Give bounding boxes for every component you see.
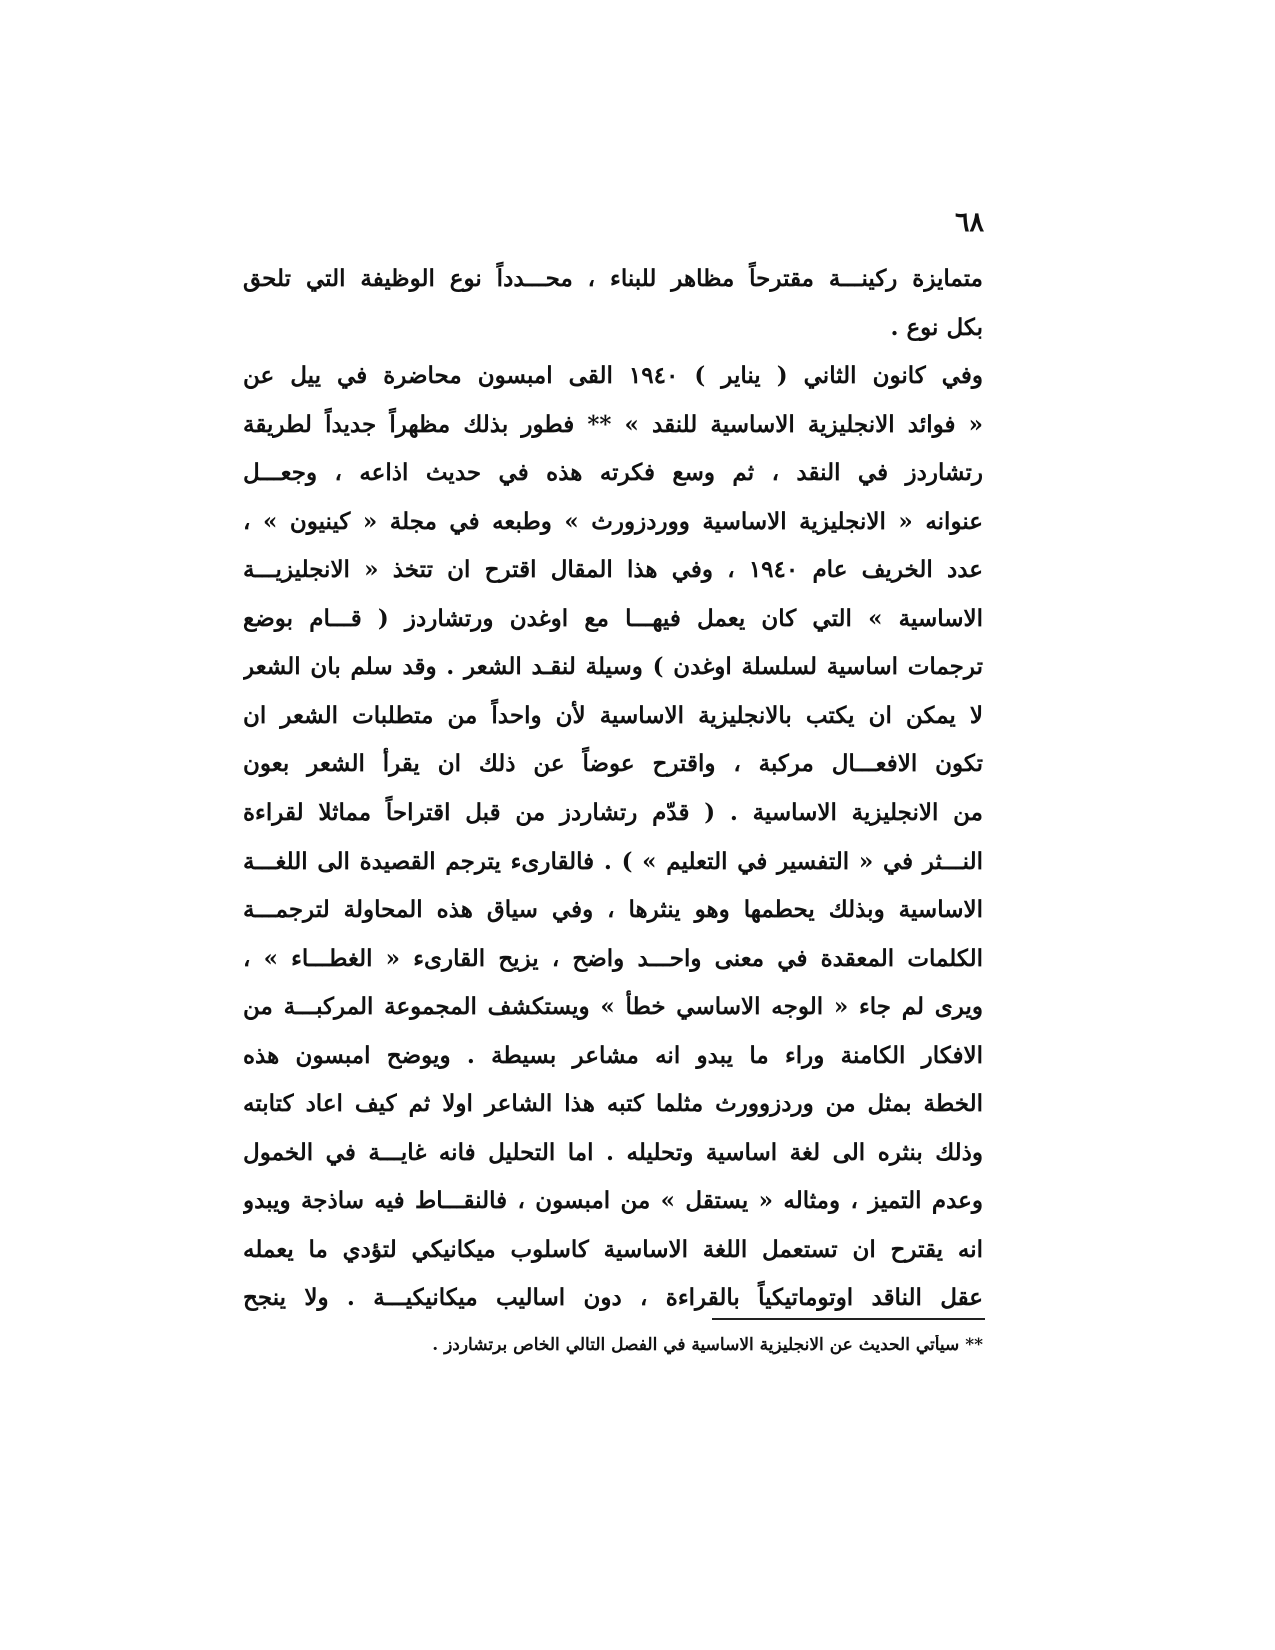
text-line: رتشاردز في النقد ، ثم وسع فكرته هذه في حديث اذاعه ، وجعـــل (243, 459, 983, 487)
text-line: من الانجليزية الاساسية . ( قدّم رتشاردز من قبل اقتراحاً مماثلا لقراءة (243, 799, 983, 827)
text-line: عنوانه « الانجليزية الاساسية ووردزورث » وطبعه في مجلة « كينيون » ، (243, 507, 983, 535)
text-line: تكون الافعـــال مركبة ، واقترح عوضاً عن ذلك ان يقرأ الشعر بعون (243, 750, 983, 778)
text-line: عقل الناقد اوتوماتيكياً بالقراءة ، دون اساليب ميكانيكيـــة . ولا ينجح (243, 1284, 983, 1312)
page-number: ٦٨ (954, 207, 984, 238)
text-line: متمايزة ركينـــة مقترحاً مظاهر للبناء ، محـــدداً نوع الوظيفة التي تلحق (243, 265, 983, 292)
text-line: الاساسية » التي كان يعمل فيهـــا مع اوغدن ورتشاردز ( قـــام بوضع (243, 604, 983, 632)
text-line: عدد الخريف عام ١٩٤٠ ، وفي هذا المقال اقترح ان تتخذ « الانجليزيـــة (243, 556, 983, 584)
text-line: لا يمكن ان يكتب بالانجليزية الاساسية لأن واحداً من متطلبات الشعر ان (243, 701, 983, 729)
text-line: وعدم التميز ، ومثاله « يستقل » من امبسون ، فالنقـــاط فيه ساذجة ويبدو (243, 1187, 983, 1215)
text-line: وفي كانون الثاني ( يناير ) ١٩٤٠ القى امبسون محاضرة في ييل عن (243, 362, 983, 390)
text-line: الافكار الكامنة وراء ما يبدو انه مشاعر بسيطة . ويوضح امبسون هذه (243, 1041, 983, 1069)
text-line: ويرى لم جاء « الوجه الاساسي خطأ » ويستكشف المجموعة المركبـــة من (243, 993, 983, 1021)
footnote: ** سيأتي الحديث عن الانجليزية الاساسية في الفصل التالي الخاص برتشاردز . (432, 1335, 983, 1355)
text-line: ترجمات اساسية لسلسلة اوغدن ) وسيلة لنقـد الشعر . وقد سلم بان الشعر (243, 653, 983, 681)
text-line: الاساسية وبذلك يحطمها وهو ينثرها ، وفي سياق هذه المحاولة لترجمـــة (243, 896, 983, 924)
text-line: وذلك بنثره الى لغة اساسية وتحليله . اما التحليل فانه غايـــة في الخمول (243, 1138, 983, 1166)
footnote-divider (712, 1318, 985, 1320)
text-line: النـــثر في « التفسير في التعليم » ) . فالقارىء يترجم القصيدة الى اللغـــة (243, 847, 983, 875)
text-line: « فوائد الانجليزية الاساسية للنقد » ** فطور بذلك مظهراً جديداً لطريقة (243, 410, 983, 438)
body-text (243, 255, 983, 1323)
text-line: بكل نوع . (890, 313, 983, 341)
text-line: الكلمات المعقدة في معنى واحـــد واضح ، يزيح القارىء « الغطـــاء » ، (243, 944, 983, 972)
text-line: انه يقترح ان تستعمل اللغة الاساسية كاسلوب ميكانيكي لتؤدي ما يعمله (243, 1235, 983, 1263)
text-line: الخطة بمثل من وردزوورث مثلما كتبه هذا الشاعر اولا ثم كيف اعاد كتابته (243, 1090, 983, 1118)
